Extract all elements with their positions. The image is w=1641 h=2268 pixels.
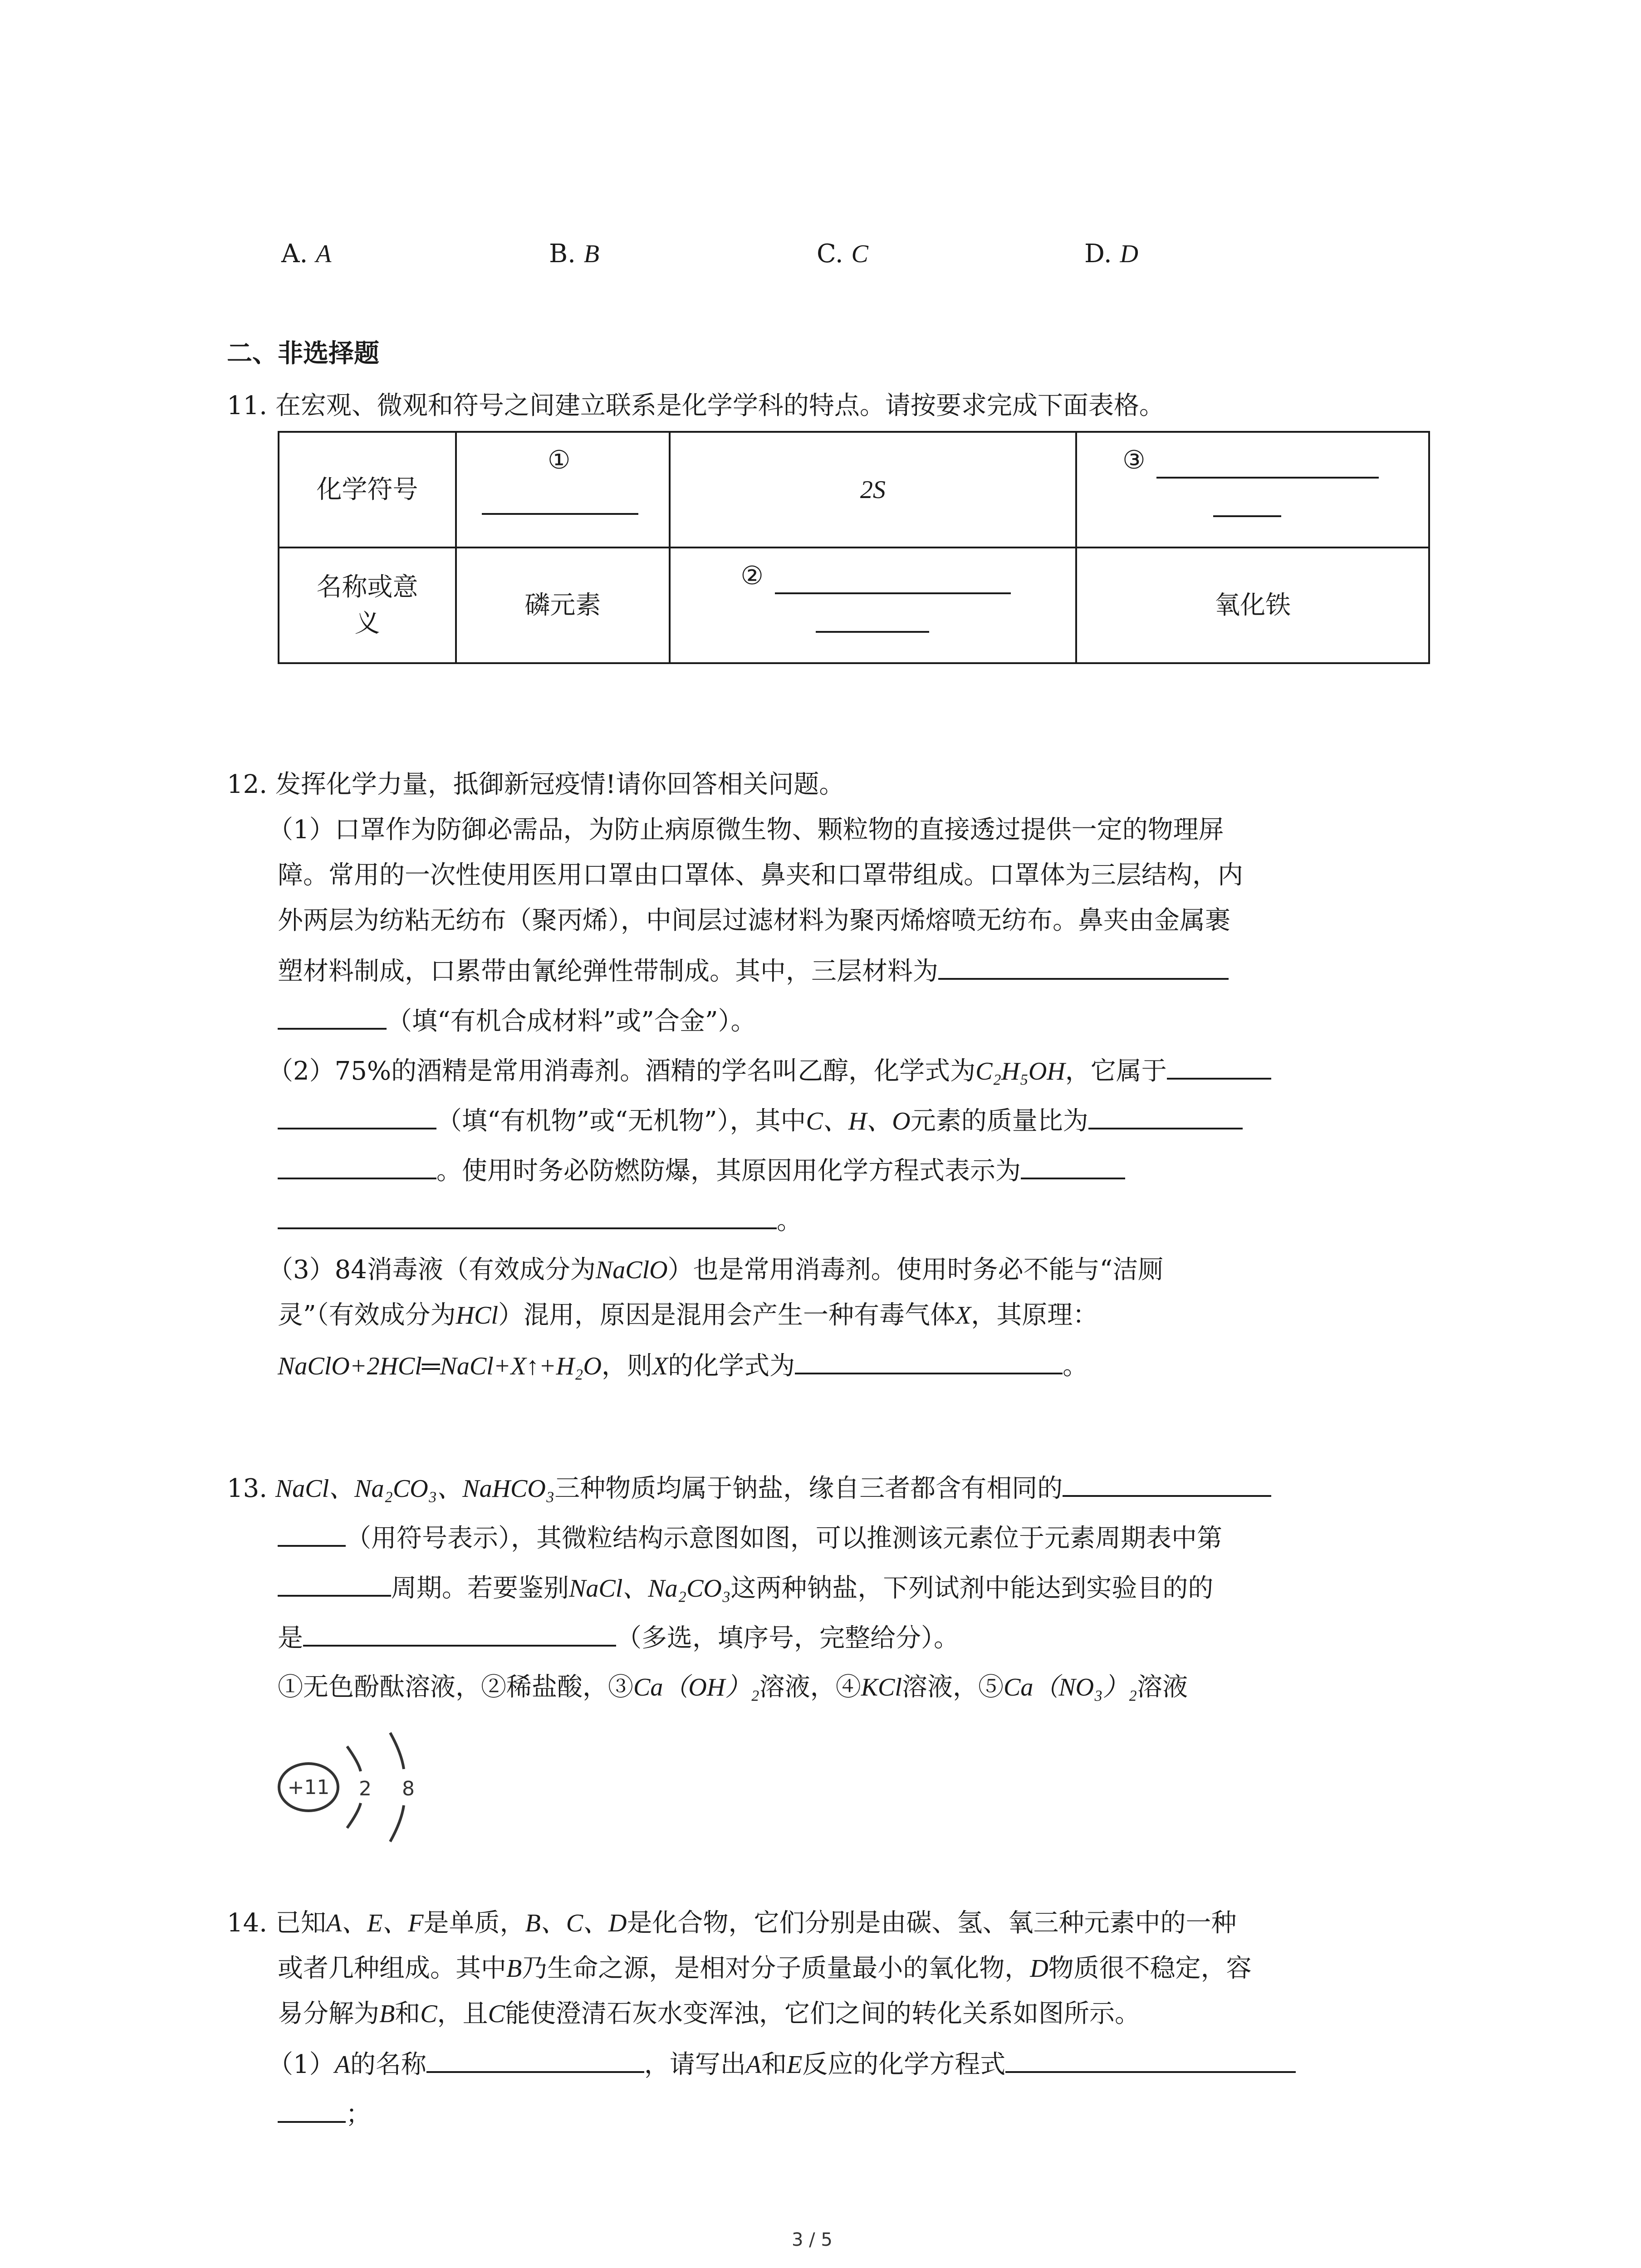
q12-p2-line2: （填“有机物”或“无机物”），其中C、H、O元素的质量比为 [278,1102,1243,1139]
choice-b: B. B [549,239,599,269]
q13-line4: 是 （多选，填序号，完整给分）。 [278,1619,959,1657]
q14-line3: 易分解为B和C，且C能使澄清石灰水变浑浊，它们之间的转化关系如图所示。 [278,1999,1140,2028]
q12-p3-line1: （3）84消毒液（有效成分为NaClO）也是常用消毒剂。使用时务必不能与“洁厕 [268,1255,1164,1285]
q14-line5: ； [278,2096,371,2133]
answer-blank-q13-3[interactable] [303,1619,616,1647]
answer-blank-q13-2[interactable] [278,1569,391,1597]
q13-line3: 周期。若要鉴别NaCl、Na₂CO₃这两种钠盐，下列试剂中能达到实验目的的 [278,1569,1213,1607]
answer-blank-q12-2f[interactable] [278,1202,777,1229]
row1-header: 化学符号 [279,432,456,547]
section-title: 二、非选择题 [227,339,379,368]
cell-blank-3: ③ [1076,432,1429,547]
q11-table [278,431,1430,664]
q12-p2-line4: 。 [278,1202,802,1239]
answer-blank-2a[interactable] [775,567,1011,594]
answer-blank-q14-3[interactable] [278,2096,346,2123]
answer-blank-q12-2c[interactable] [1088,1102,1243,1129]
shell-1-electrons: 2 [359,1777,372,1800]
choice-d: D. D [1084,239,1138,269]
cell-iron-oxide: 氧化铁 [1076,547,1429,663]
cell-blank-2: ② [670,547,1077,663]
shell-arc-2-top [390,1733,404,1769]
cell-blank-1: ① [456,432,669,547]
q13-line5: ①无色酚酞溶液，②稀盐酸，③Ca（OH）₂溶液，④KCl溶液，⑤Ca（NO₃）₂溶液 [278,1672,1188,1702]
q12-p2-line1: （2）75%的酒精是常用消毒剂。酒精的学名叫乙醇，化学式为C₂H₅OH，它属于 [268,1052,1271,1090]
answer-blank-q14-2[interactable] [1005,2046,1296,2073]
choice-a: A. A [281,239,332,269]
q12-intro: 12. 发挥化学力量，抵御新冠疫情!请你回答相关问题。 [227,770,845,799]
q12-p1-line1: （1）口罩作为防御必需品，为防止病原微生物、颗粒物的直接透过提供一定的物理屏 [268,815,1224,845]
page-number: 3 / 5 [792,2229,833,2250]
shell-2-electrons: 8 [402,1777,415,1800]
q11-text: 11. 在宏观、微观和符号之间建立联系是化学学科的特点。请按要求完成下面表格。 [227,391,1165,420]
answer-blank-3b[interactable] [1213,490,1281,517]
shell-arc-1-bottom [347,1803,361,1828]
answer-blank-q12-1a[interactable] [938,953,1229,980]
row2-header: 名称或意 义 [279,547,456,663]
answer-blank-q12-2b[interactable] [278,1102,436,1129]
q14-line1: 14. 已知A、E、F是单质，B、C、D是化合物，它们分别是由碳、氢、氧三种元素中的一种 [227,1908,1237,1938]
q14-line4: （1）A的名称 ，请写出A和E反应的化学方程式 [268,2046,1296,2083]
answer-blank-q13-1b[interactable] [278,1520,346,1547]
choice-c: C. C [817,239,868,269]
q12-p3-line3: NaClO+2HCl═NaCl+X↑+H₂O，则X的化学式为 。 [278,1347,1088,1384]
answer-blank-q12-2d[interactable] [278,1152,436,1179]
answer-blank-q12-3[interactable] [795,1347,1063,1374]
shell-arc-2-bottom [390,1805,404,1842]
q12-p2-line3: 。使用时务必防燃防爆，其原因用化学方程式表示为 [278,1152,1125,1189]
answer-blank-1[interactable] [482,488,638,515]
answer-blank-q13-1a[interactable] [1063,1470,1271,1497]
nucleus-charge: +11 [287,1776,330,1799]
q12-p1-line4: 塑材料制成，口累带由氰纶弹性带制成。其中，三层材料为 [278,953,1229,990]
q13-line2: （用符号表示），其微粒结构示意图如图，可以推测该元素位于元素周期表中第 [278,1520,1222,1557]
q12-p1-line3: 外两层为纺粘无纺布（聚丙烯），中间层过滤材料为聚丙烯熔喷无纺布。鼻夹由金属裹 [278,906,1230,935]
q12-p1-line2: 障。常用的一次性使用医用口罩由口罩体、鼻夹和口罩带组成。口罩体为三层结构，内 [278,860,1243,890]
answer-blank-q14-1[interactable] [426,2046,644,2073]
sodium-atom-structure-diagram [272,1728,463,1846]
q14-line2: 或者几种组成。其中B乃生命之源，是相对分子质量最小的氧化物，D物质很不稳定，容 [278,1954,1252,1983]
cell-phosphorus: 磷元素 [456,547,669,663]
answer-blank-q12-1b[interactable] [278,1002,387,1030]
answer-blank-q12-2e[interactable] [1021,1152,1125,1179]
answer-blank-3a[interactable] [1156,451,1379,479]
answer-blank-2b[interactable] [816,606,929,633]
cell-2s: 2S [670,432,1077,547]
q12-p3-line2: 灵”（有效成分为HCl）混用，原因是混用会产生一种有毒气体X，其原理： [278,1300,1098,1330]
q13-line1: 13. NaCl、Na₂CO₃、NaHCO₃三种物质均属于钠盐，缘自三者都含有相同的 [227,1470,1271,1507]
shell-arc-1-top [347,1746,361,1771]
q12-p1-line5: （填“有机合成材料”或”合金”）。 [278,1002,756,1040]
answer-blank-q12-2a[interactable] [1167,1052,1271,1080]
